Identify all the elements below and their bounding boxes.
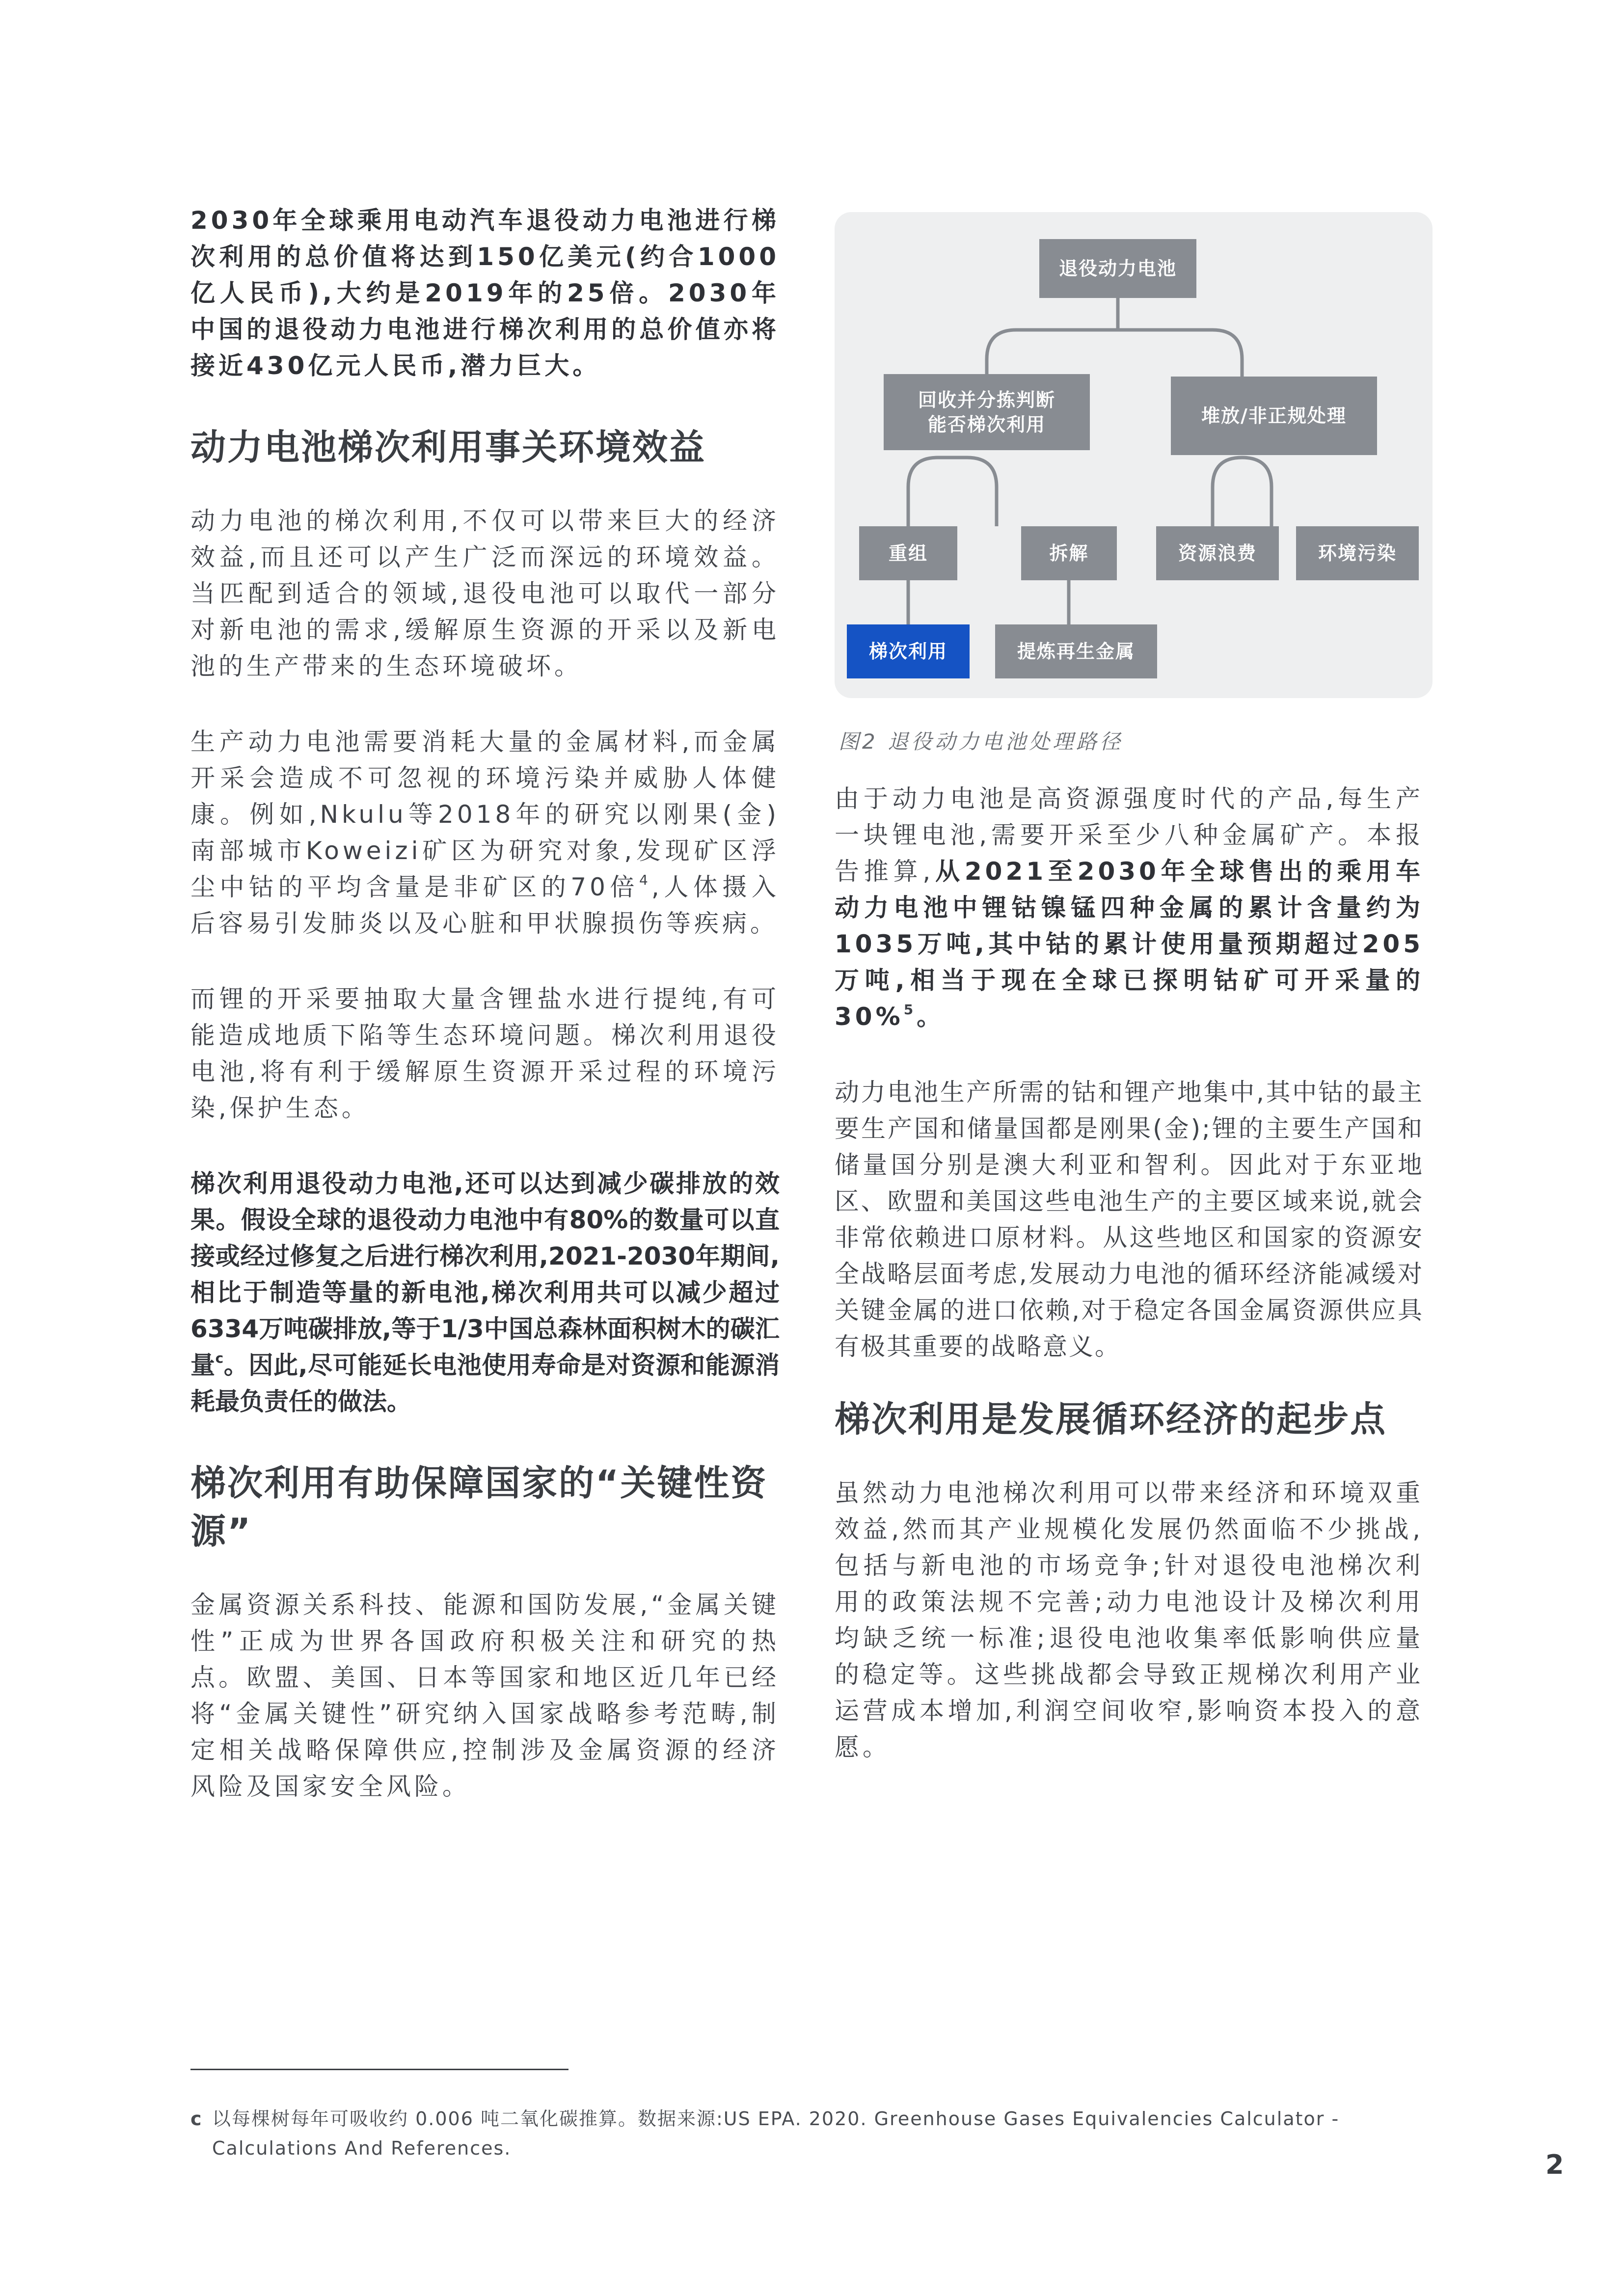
footnote-line-2: Calculations And References. — [212, 2137, 512, 2159]
text: 。因此,尽可能延长电池使用寿命是对资源和能源消耗最负责任的做法。 — [190, 1351, 780, 1416]
node-pollution: 环境污染 — [1296, 526, 1419, 580]
connector-recycle — [908, 458, 997, 526]
node-regroup: 重组 — [859, 526, 957, 580]
text: ,人体摄入后容易引发肺炎以及心脏和甲状腺损伤等疾病。 — [190, 873, 780, 938]
paragraph-environment-1: 动力电池的梯次利用,不仅可以带来巨大的经济效益,而且还可以产生广泛而深远的环境效益。当匹配到适合的领域,退役电池可以取代一部分对新电池的需求,缓解原生资源的开采以及新电池的生产带来的生态环境破坏。 — [190, 507, 780, 680]
highlight-text: 从2021至2030年全球售出的乘用车动力电池中锂钴镍锰四种金属的累计含量约为1035万吨,其中钴的累计使用量预期超过205万吨,相当于现在全球已探明钴矿可开采量的30% — [835, 857, 1424, 1031]
paragraph-lithium: 而锂的开采要抽取大量含锂盐水进行提纯,有可能造成地质下陷等生态环境问题。梯次利用退役电池,将有利于缓解原生资源开采过程的环境污染,保护生态。 — [190, 985, 780, 1122]
node-retired-battery: 退役动力电池 — [1039, 239, 1196, 298]
paragraph-critical-resources: 金属资源关系科技、能源和国防发展,“金属关键性”正成为世界各国政府积极关注和研究的热点。欧盟、美国、日本等国家和地区近几年已经将“金属关键性”研究纳入国家战略参考范畴,制定相关战略保障供应,控制涉及金属资源的经济风险及国家安全风险。 — [190, 1591, 780, 1801]
page-number: 2 — [1545, 2149, 1564, 2180]
paragraph-metals — [835, 781, 1424, 1035]
connector-stockpile — [1213, 458, 1271, 526]
text: 以每棵树每年可吸收约 0.006 吨二氧化碳推算。数据来源:US EPA. 2020. Greenhouse Gases Equivalencies Calculator - — [212, 2108, 1340, 2130]
text: 。 — [917, 1002, 945, 1031]
node-extract-metal: 提炼再生金属 — [995, 624, 1157, 678]
footnote-ref-4[interactable]: 4 — [639, 872, 651, 888]
figure-caption: 图2 退役动力电池处理路径 — [839, 729, 1124, 754]
node-stockpile: 堆放/非正规处理 — [1171, 377, 1377, 455]
footnote-ref-5[interactable]: 5 — [903, 1001, 917, 1018]
footnote-mark: c — [190, 2108, 203, 2130]
node-dismantle: 拆解 — [1021, 526, 1117, 580]
footnote-divider — [190, 2069, 568, 2070]
flow-diagram — [835, 212, 1433, 698]
node-resource-waste: 资源浪费 — [1156, 526, 1279, 580]
footnote — [190, 2104, 1379, 2163]
paragraph-environment-2 — [190, 724, 780, 942]
footnote-line-1 — [190, 2104, 1379, 2134]
left-column — [190, 202, 780, 1805]
right-column — [835, 781, 1424, 1765]
heading-circular-economy: 梯次利用是发展循环经济的起步点 — [835, 1399, 1387, 1440]
paragraph-supply: 动力电池生产所需的钴和锂产地集中,其中钴的最主要生产国和储量国都是刚果(金);锂的主要生产国和储量国分别是澳大利亚和智利。因此对于东亚地区、欧盟和美国这些电池生产的主要区域来说,就会非常依赖进口原材料。从这些地区和国家的资源安全战略层面考虑,发展动力电池的循环经济能减缓对关键金属的进口依赖,对于稳定各国金属资源供应具有极其重要的战略意义。 — [835, 1078, 1424, 1361]
heading-critical-resources: 梯次利用有助保障国家的“关键性资源” — [190, 1462, 768, 1552]
paragraph-carbon — [190, 1165, 780, 1420]
intro-paragraph: 2030年全球乘用电动汽车退役动力电池进行梯次利用的总价值将达到150亿美元(约合1000亿人民币),大约是2019年的25倍。2030年中国的退役动力电池进行梯次利用的总价值亦将接近430亿元人民币,潜力巨大。 — [190, 206, 780, 380]
node-recycle-sort: 回收并分拣判断 能否梯次利用 — [884, 374, 1090, 450]
footnote-ref-c[interactable]: c — [215, 1350, 224, 1366]
text: 生产动力电池需要消耗大量的金属材料,而金属开采会造成不可忽视的环境污染并威胁人体健康。例如,Nkulu等2018年的研究以刚果(金)南部城市Koweizi矿区为研究对象,发现矿区浮尘中钴的平均含量是非矿区的70倍 — [190, 728, 780, 901]
connector-level1 — [987, 330, 1242, 379]
node-cascade-use: 梯次利用 — [847, 624, 970, 678]
text: 梯次利用退役动力电池,还可以达到减少碳排放的效果。假设全球的退役动力电池中有80%的数量可以直接或经过修复之后进行梯次利用,2021-2030年期间,相比于制造等量的新电池,梯次利用共可以减少超过6334万吨碳排放,等于1/3中国总森林面积树木的碳汇量 — [190, 1169, 780, 1379]
paragraph-challenges: 虽然动力电池梯次利用可以带来经济和环境双重效益,然而其产业规模化发展仍然面临不少挑战,包括与新电池的市场竞争;针对退役电池梯次利用的政策法规不完善;动力电池设计及梯次利用均缺乏统一标准;退役电池收集率低影响供应量的稳定等。这些挑战都会导致正规梯次利用产业运营成本增加,利润空间收窄,影响资本投入的意愿。 — [835, 1479, 1424, 1761]
text: 由于动力电池是高资源强度时代的产品,每生产一块锂电池,需要开采至少八种金属矿产。本报告推算, — [835, 784, 1424, 886]
heading-environment: 动力电池梯次利用事关环境效益 — [190, 427, 706, 468]
